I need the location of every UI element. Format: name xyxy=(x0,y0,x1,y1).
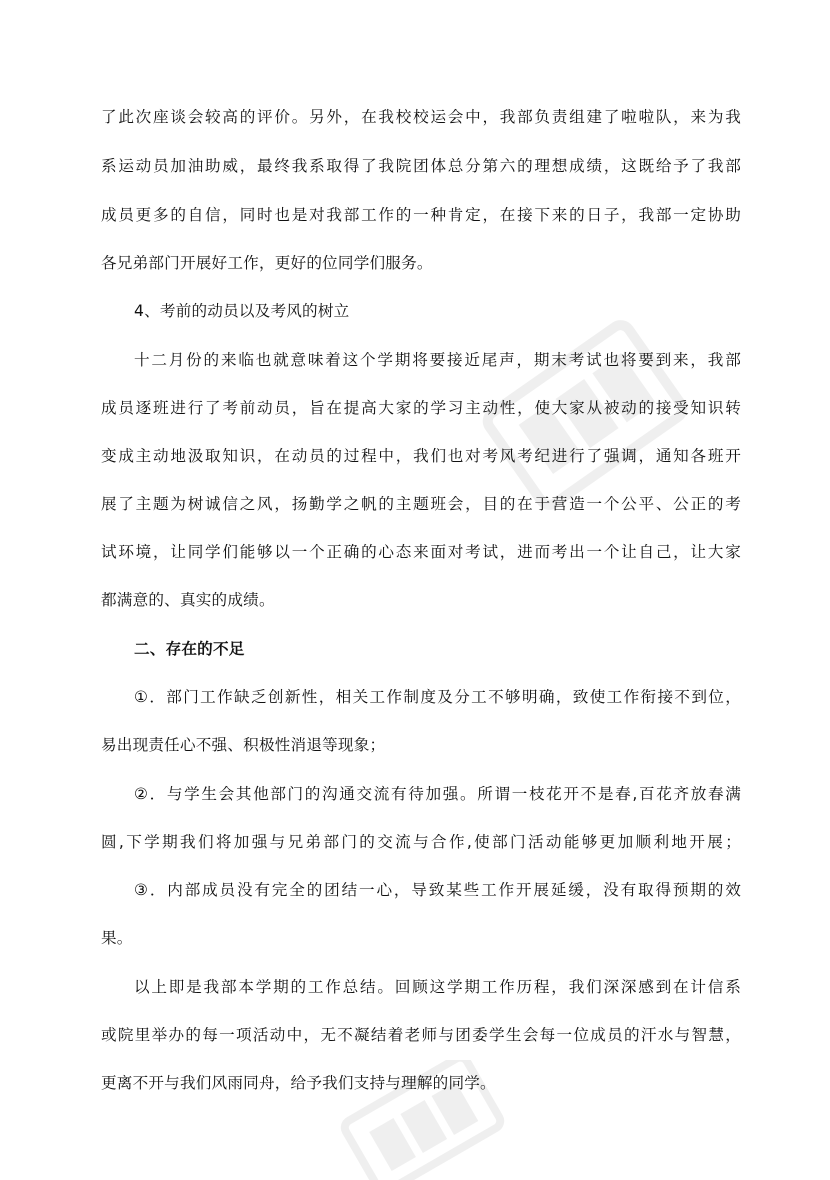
list-item-line: ③．内部成员没有完全的团结一心，导致某些工作开展延缓，没有取得预期的效 xyxy=(134,881,741,899)
list-item-line: 果。 xyxy=(101,929,133,947)
paragraph-line: 都满意的、真实的成绩。 xyxy=(101,591,275,609)
paragraph-line: 试环境，让同学们能够以一个正确的心态来面对考试，进而考出一个让自己，让大家 xyxy=(101,543,741,561)
paragraph-line: 变成主动地汲取知识，在动员的过程中，我们也对考风考纪进行了强调，通知各班开 xyxy=(101,447,741,465)
paragraph-line: 成员逐班进行了考前动员，旨在提高大家的学习主动性，使大家从被动的接受知识转 xyxy=(101,399,741,417)
paragraph-line: 了此次座谈会较高的评价。另外，在我校校运会中，我部负责组建了啦啦队，来为我 xyxy=(101,108,741,126)
list-item-line: ①．部门工作缺乏创新性，相关工作制度及分工不够明确，致使工作衔接不到位， xyxy=(134,688,741,706)
paragraph-line: 更离不开与我们风雨同舟，给予我们支持与理解的同学。 xyxy=(101,1074,496,1092)
paragraph-line: 成员更多的自信，同时也是对我部工作的一种肯定，在接下来的日子，我部一定协助 xyxy=(101,206,741,224)
paragraph-line: 系运动员加油助威，最终我系取得了我院团体总分第六的理想成绩，这既给予了我部 xyxy=(101,157,741,175)
section-subheading: 4、考前的动员以及考风的树立 xyxy=(134,302,350,320)
paragraph-line: 以上即是我部本学期的工作总结。回顾这学期工作历程，我们深深感到在计信系 xyxy=(134,978,741,996)
paragraph-line: 或院里举办的每一项活动中，无不凝结着老师与团委学生会每一位成员的汗水与智慧， xyxy=(101,1026,741,1044)
paragraph-line: 十二月份的来临也就意味着这个学期将要接近尾声，期末考试也将要到来，我部 xyxy=(134,351,741,369)
list-item-line: 易出现责任心不强、积极性消退等现象； xyxy=(101,736,386,754)
section-heading: 二、存在的不足 xyxy=(134,640,245,658)
list-item-line: ②．与学生会其他部门的沟通交流有待加强。所谓一枝花开不是春,百花齐放春满 xyxy=(134,785,741,803)
paragraph-line: 展了主题为树诚信之风，扬勤学之帆的主题班会，目的在于营造一个公平、公正的考 xyxy=(101,495,741,513)
paragraph-line: 各兄弟部门开展好工作，更好的位同学们服务。 xyxy=(101,254,433,272)
list-item-line: 圆,下学期我们将加强与兄弟部门的交流与合作,使部门活动能够更加顺利地开展； xyxy=(101,833,741,851)
